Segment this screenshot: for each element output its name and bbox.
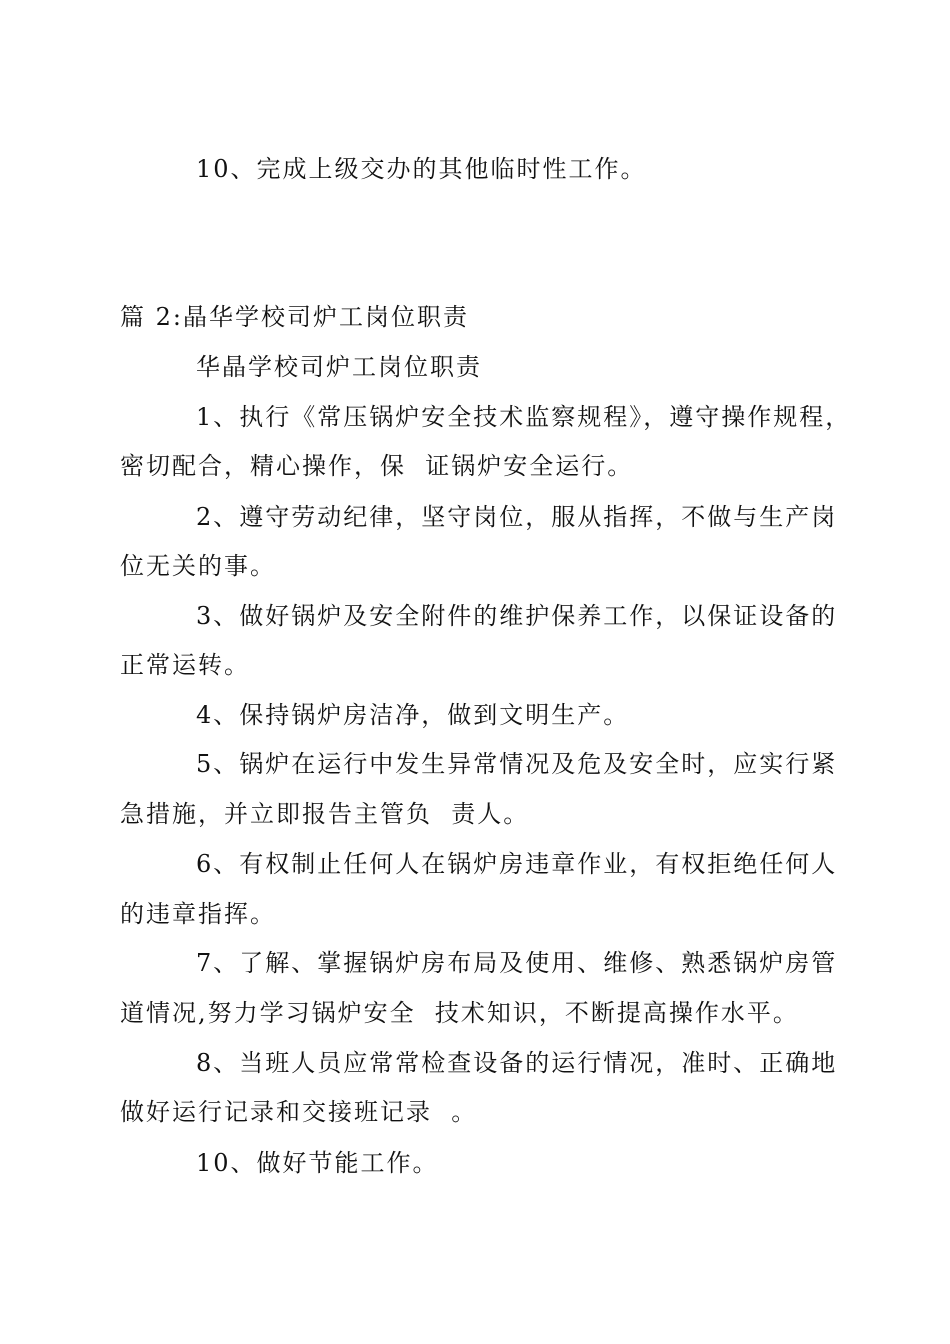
section-heading: 篇 2:晶华学校司炉工岗位职责 bbox=[120, 303, 469, 331]
item-2-line-1: 2、遵守劳动纪律，坚守岗位，服从指挥，不做与生产岗 bbox=[196, 503, 838, 531]
document-title: 华晶学校司炉工岗位职责 bbox=[196, 353, 482, 381]
item-1-line-1: 1、执行《常压锅炉安全技术监察规程》，遵守操作规程， bbox=[196, 403, 852, 431]
item-2-line-2: 位无关的事。 bbox=[120, 552, 276, 580]
item-1-line-2: 密切配合，精心操作，保 证锅炉安全运行。 bbox=[120, 452, 634, 480]
item-7-line-1: 7、了解、掌握锅炉房布局及使用、维修、熟悉锅炉房管 bbox=[196, 949, 838, 977]
item-4-line-1: 4、保持锅炉房洁净，做到文明生产。 bbox=[196, 701, 630, 729]
item-5-line-2: 急措施，并立即报告主管负 责人。 bbox=[120, 800, 530, 828]
previous-item-10: 10、完成上级交办的其他临时性工作。 bbox=[196, 155, 647, 183]
item-6-line-1: 6、有权制止任何人在锅炉房违章作业，有权拒绝任何人 bbox=[196, 850, 838, 878]
item-8-line-1: 8、当班人员应常常检查设备的运行情况，准时、正确地 bbox=[196, 1049, 838, 1077]
item-3-line-1: 3、做好锅炉及安全附件的维护保养工作，以保证设备的 bbox=[196, 602, 838, 630]
item-6-line-2: 的违章指挥。 bbox=[120, 900, 276, 928]
item-10-line-1: 10、做好节能工作。 bbox=[196, 1149, 439, 1177]
item-3-line-2: 正常运转。 bbox=[120, 651, 250, 679]
item-8-line-2: 做好运行记录和交接班记录 。 bbox=[120, 1098, 478, 1126]
item-5-line-1: 5、锅炉在运行中发生异常情况及危及安全时，应实行紧 bbox=[196, 750, 838, 778]
item-7-line-2: 道情况,努力学习锅炉安全 技术知识，不断提高操作水平。 bbox=[120, 999, 799, 1027]
